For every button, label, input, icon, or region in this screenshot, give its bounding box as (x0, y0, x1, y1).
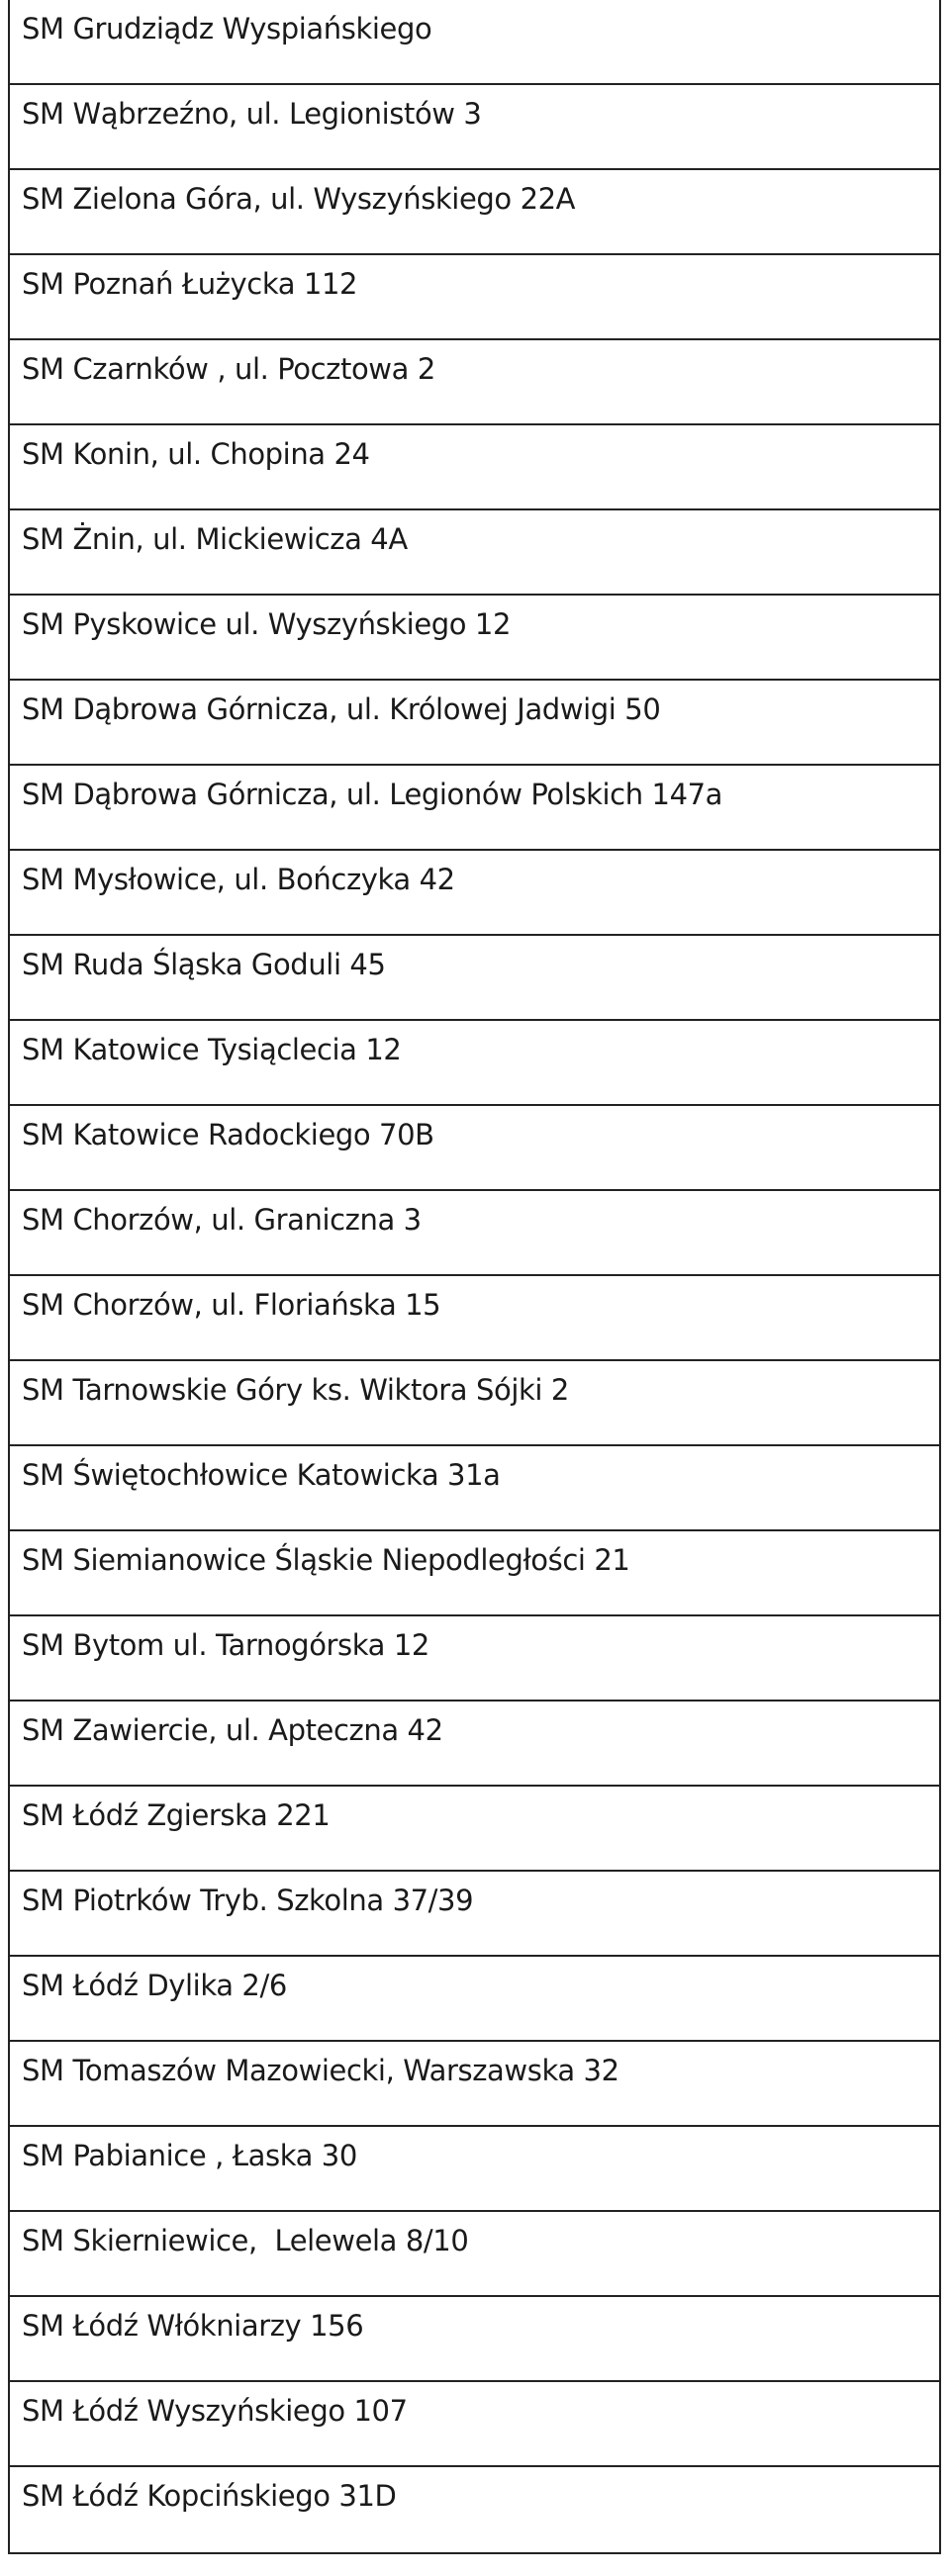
table-row (10, 340, 939, 425)
table-row (10, 1787, 939, 1872)
table-row (10, 766, 939, 851)
table-row (10, 0, 939, 85)
location-cell: SM Zielona Góra, ul. Wyszyńskiego 22A (22, 182, 576, 216)
table-row (10, 1191, 939, 1276)
location-cell: SM Pyskowice ul. Wyszyńskiego 12 (22, 607, 512, 641)
table-row (10, 1361, 939, 1446)
table-row (10, 1021, 939, 1106)
location-cell: SM Chorzów, ul. Floriańska 15 (22, 1288, 441, 1322)
table-row (10, 2212, 939, 2297)
location-cell: SM Łódź Zgierska 221 (22, 1798, 331, 1832)
table-row (10, 1872, 939, 1957)
table-row (10, 1702, 939, 1787)
table-row (10, 2467, 939, 2552)
table-row (10, 255, 939, 340)
table-row (10, 2042, 939, 2127)
table-row (10, 596, 939, 681)
table-row (10, 85, 939, 170)
location-cell: SM Pabianice , Łaska 30 (22, 2139, 357, 2172)
table-row (10, 510, 939, 596)
table-row (10, 1531, 939, 1616)
location-cell: SM Grudziądz Wyspiańskiego (22, 12, 432, 46)
location-cell: SM Tarnowskie Góry ks. Wiktora Sójki 2 (22, 1373, 569, 1407)
location-cell: SM Tomaszów Mazowiecki, Warszawska 32 (22, 2054, 619, 2087)
table-row (10, 681, 939, 766)
location-cell: SM Poznań Łużycka 112 (22, 267, 358, 301)
table-row (10, 2297, 939, 2382)
location-cell: SM Żnin, ul. Mickiewicza 4A (22, 522, 408, 556)
location-cell: SM Siemianowice Śląskie Niepodległości 21 (22, 1543, 630, 1577)
table-row (10, 1446, 939, 1531)
location-cell: SM Piotrków Tryb. Szkolna 37/39 (22, 1884, 474, 1917)
table-row (10, 1957, 939, 2042)
table-row (10, 936, 939, 1021)
table-row (10, 851, 939, 936)
table-row (10, 425, 939, 510)
location-cell: SM Skierniewice, Lelewela 8/10 (22, 2224, 469, 2257)
location-cell: SM Łódź Wyszyńskiego 107 (22, 2394, 408, 2428)
location-cell: SM Ruda Śląska Goduli 45 (22, 948, 386, 981)
location-cell: SM Mysłowice, ul. Bończyka 42 (22, 863, 455, 896)
location-cell: SM Łódź Włókniarzy 156 (22, 2309, 364, 2343)
location-cell: SM Konin, ul. Chopina 24 (22, 437, 370, 471)
location-cell: SM Łódź Kopcińskiego 31D (22, 2479, 397, 2513)
location-cell: SM Łódź Dylika 2/6 (22, 1969, 287, 2002)
location-cell: SM Dąbrowa Górnicza, ul. Legionów Polskich 147a (22, 778, 723, 811)
location-cell: SM Zawiercie, ul. Apteczna 42 (22, 1713, 443, 1747)
location-cell: SM Wąbrzeźno, ul. Legionistów 3 (22, 97, 482, 131)
location-cell: SM Katowice Radockiego 70B (22, 1118, 434, 1151)
location-cell: SM Dąbrowa Górnicza, ul. Królowej Jadwigi 50 (22, 692, 661, 726)
location-cell: SM Katowice Tysiąclecia 12 (22, 1033, 402, 1066)
table-row (10, 1616, 939, 1702)
location-table (8, 0, 941, 2554)
location-cell: SM Świętochłowice Katowicka 31a (22, 1458, 501, 1492)
location-cell: SM Bytom ul. Tarnogórska 12 (22, 1628, 429, 1662)
table-row (10, 2127, 939, 2212)
location-cell: SM Chorzów, ul. Graniczna 3 (22, 1203, 422, 1237)
location-cell: SM Czarnków , ul. Pocztowa 2 (22, 352, 435, 386)
table-row (10, 170, 939, 255)
table-row (10, 1276, 939, 1361)
table-row (10, 2382, 939, 2467)
table-row (10, 1106, 939, 1191)
